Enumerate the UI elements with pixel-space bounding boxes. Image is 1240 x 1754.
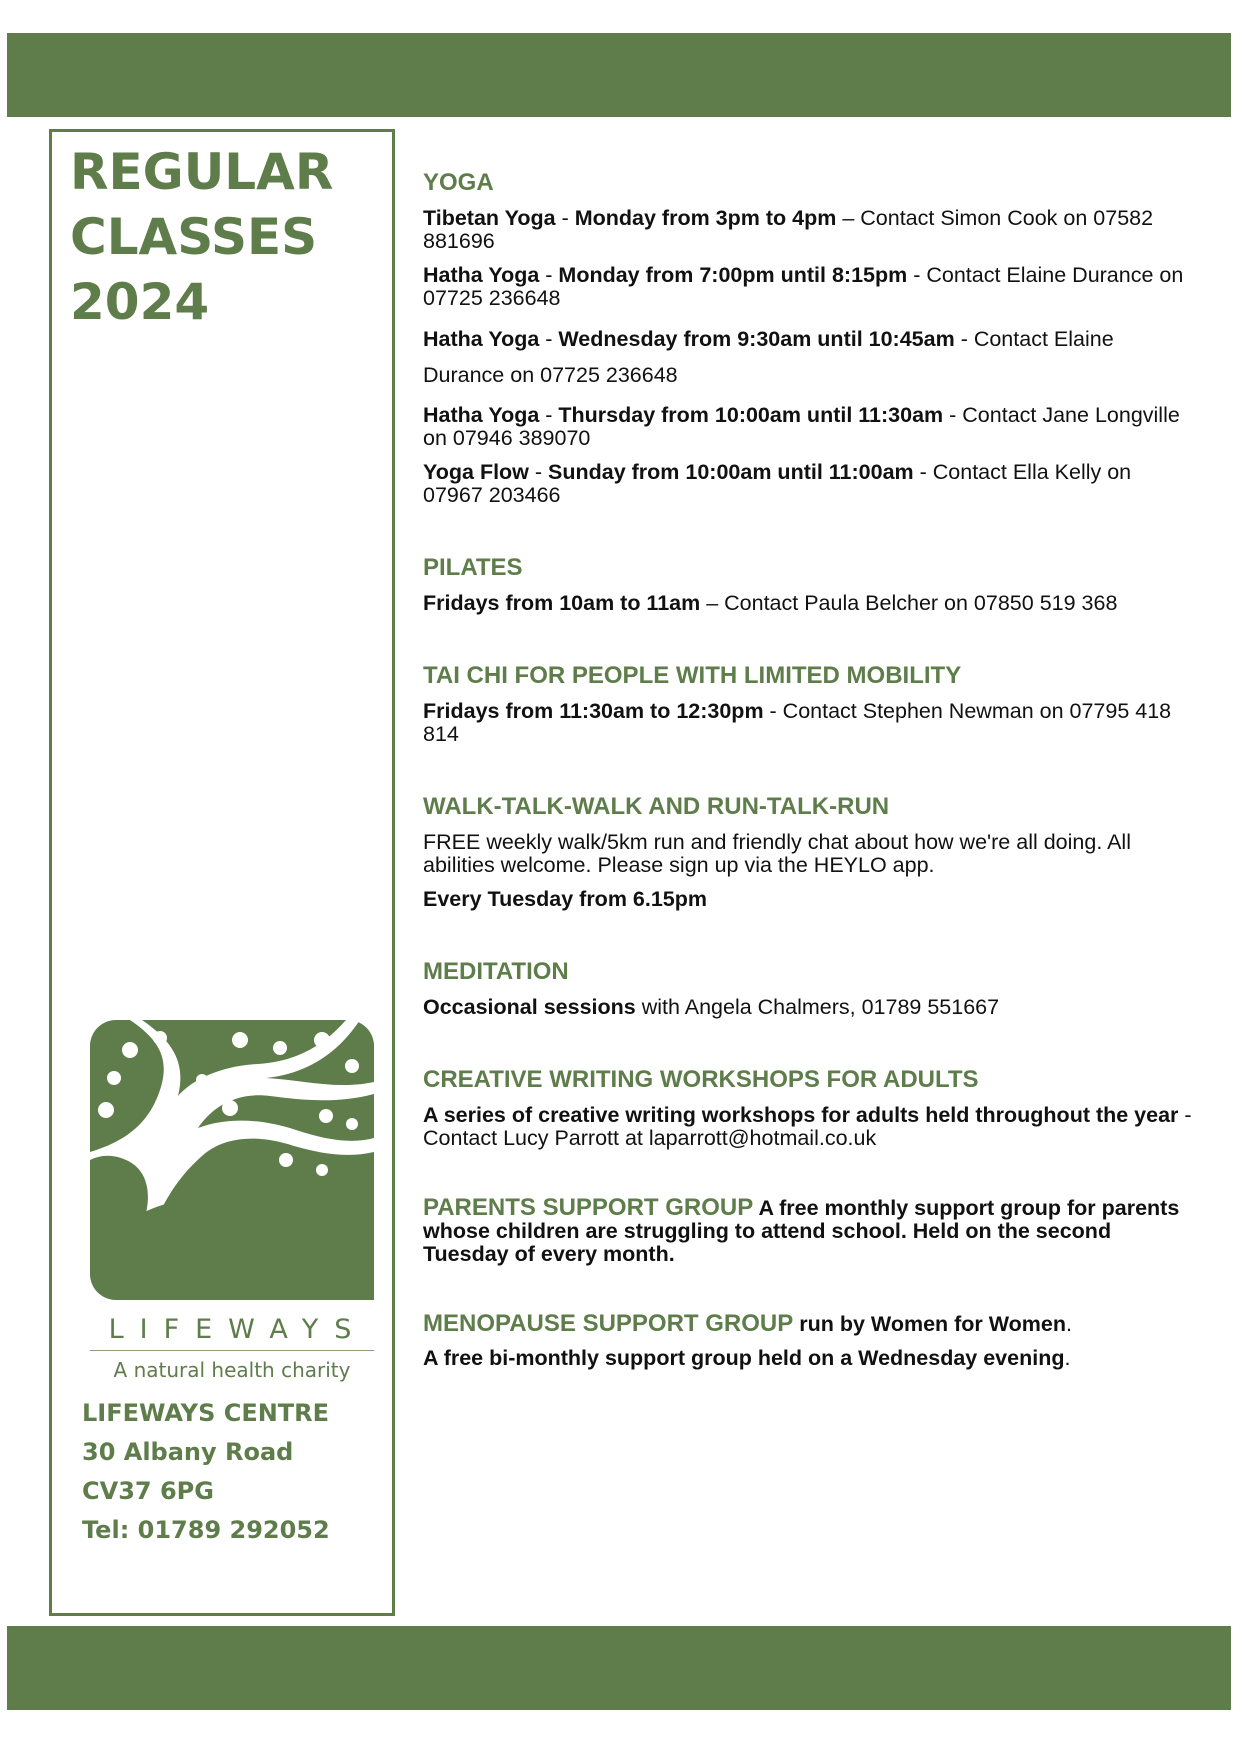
list-item: Tibetan Yoga - Monday from 3pm to 4pm – Contact Simon Cook on 07582 881696 (423, 206, 1154, 253)
section-tai-chi (423, 661, 1195, 746)
list-item: A series of creative writing workshops for adults held throughout the year - Contact Lucy Parrott at laparrott@hotmail.co.uk (423, 1103, 1192, 1150)
section-pilates (423, 553, 1195, 615)
class-listing (423, 168, 1195, 1416)
section-description: FREE weekly walk/5km run and friendly chat about how we're all doing. All abilities welcome. Please sign up via the HEYLO app. (423, 830, 1131, 877)
section-title: PARENTS SUPPORT GROUP (423, 1194, 754, 1221)
bottom-banner (7, 1626, 1231, 1710)
sidebar-panel (49, 129, 395, 1616)
section-title: WALK-TALK-WALK AND RUN-TALK-RUN (423, 793, 890, 820)
logo-tagline: A natural health charity (113, 1358, 351, 1382)
section-title: MENOPAUSE SUPPORT GROUP (423, 1310, 794, 1337)
section-title: CREATIVE WRITING WORKSHOPS FOR ADULTS (423, 1066, 979, 1093)
section-title: TAI CHI FOR PEOPLE WITH LIMITED MOBILITY (423, 662, 962, 689)
top-banner (7, 33, 1231, 117)
list-item: MENOPAUSE SUPPORT GROUP run by Women for Women. (423, 1310, 1072, 1337)
page-title: REGULAR CLASSES 2024 (70, 143, 334, 331)
section-menopause-support (423, 1312, 1195, 1370)
list-item: A free bi-monthly support group held on a Wednesday evening. (423, 1346, 1071, 1370)
tree-icon (90, 1020, 374, 1300)
section-walk-talk (423, 792, 1195, 911)
section-title: MEDITATION (423, 958, 569, 985)
logo-wordmark: LIFEWAYS (108, 1314, 368, 1345)
list-item: Occasional sessions with Angela Chalmers, 01789 551667 (423, 995, 1000, 1019)
list-item: Fridays from 11:30am to 12:30pm - Contact Stephen Newman on 07795 418 814 (423, 699, 1172, 746)
section-creative-writing (423, 1065, 1195, 1150)
address-block (82, 1394, 330, 1550)
section-yoga (423, 168, 1195, 507)
logo-divider (90, 1350, 374, 1351)
section-meditation (423, 957, 1195, 1019)
section-title: PILATES (423, 554, 523, 581)
list-item: Every Tuesday from 6.15pm (423, 887, 708, 911)
list-item: Fridays from 10am to 11am – Contact Paula Belcher on 07850 519 368 (423, 591, 1118, 615)
list-item: Hatha Yoga - Wednesday from 9:30am until 10:45am - Contact Elaine Durance on 07725 236648 (423, 327, 1114, 387)
list-item: Yoga Flow - Sunday from 10:00am until 11:00am - Contact Ella Kelly on 07967 203466 (423, 460, 1132, 507)
list-item: Hatha Yoga - Monday from 7:00pm until 8:15pm - Contact Elaine Durance on 07725 236648 (423, 263, 1184, 310)
section-parents-support (423, 1196, 1195, 1266)
address-tel: Tel: 01789 292052 (82, 1516, 330, 1544)
address-postcode: CV37 6PG (82, 1477, 214, 1505)
list-item: PARENTS SUPPORT GROUP A free monthly support group for parents whose children are struggling to attend school. Held on the second Tuesday of every month. (423, 1194, 1180, 1266)
address-name: LIFEWAYS CENTRE (82, 1399, 330, 1427)
section-title: YOGA (423, 169, 494, 196)
address-street: 30 Albany Road (82, 1438, 294, 1466)
list-item: Hatha Yoga - Thursday from 10:00am until 11:30am - Contact Jane Longville on 07946 389070 (423, 403, 1180, 450)
